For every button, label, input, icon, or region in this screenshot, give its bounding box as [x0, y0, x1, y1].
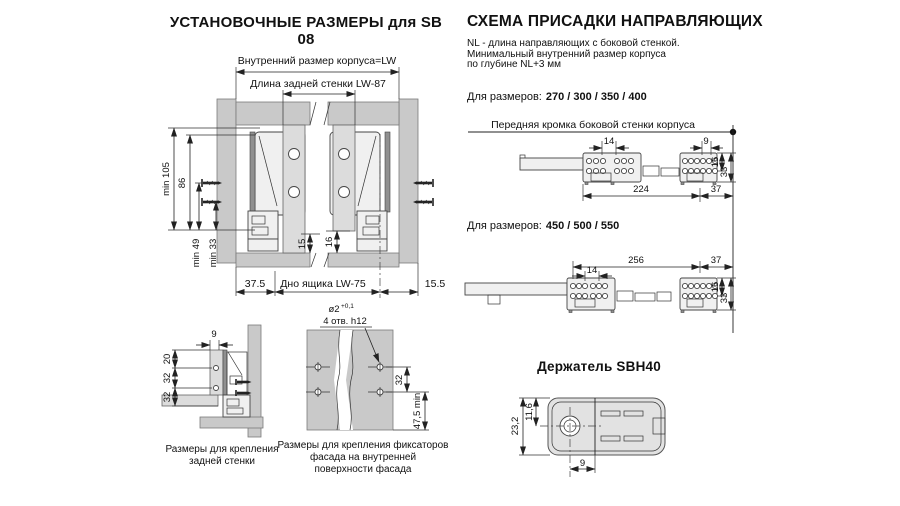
dim-bottom-row — [236, 263, 445, 296]
dim-label: 9 — [211, 329, 217, 340]
hole-tolerance: +0,1 — [341, 303, 354, 310]
cabinet-side-right — [399, 99, 418, 263]
caption-line2: фасада на внутренней — [309, 452, 417, 463]
dim-label: min 105 — [161, 162, 172, 196]
dim-label: min 33 — [208, 238, 219, 268]
bottom-rail — [200, 417, 263, 428]
dim-label: 15 — [297, 238, 308, 250]
rail-diagram-2 — [465, 255, 736, 313]
dim-label: 256 — [628, 255, 644, 266]
dim-9 — [570, 455, 595, 473]
dim-label: 32 — [162, 372, 173, 384]
holder-body — [540, 398, 665, 477]
caption-line3: поверхности фасада — [314, 464, 412, 475]
rail-diagram-1 — [520, 136, 736, 202]
holder-sbh40-diagram — [505, 385, 710, 490]
sizes-row-1 — [467, 91, 647, 103]
sizes-values-1: 270 / 300 / 350 / 400 — [545, 91, 647, 103]
dim-label: 37 — [710, 184, 722, 195]
rear-wall-right — [333, 125, 355, 231]
dim-label: Дно ящика LW-75 — [280, 278, 366, 290]
dim-label: Длина задней стенки LW-87 — [250, 78, 386, 90]
dim-label: 224 — [633, 184, 649, 195]
dim-label: 86 — [177, 177, 188, 189]
dim-9 — [196, 329, 233, 350]
dim-label: 9 — [703, 136, 709, 147]
caption-line1: Размеры для крепления фиксаторов — [277, 440, 449, 451]
dim-label: min 49 — [191, 238, 202, 268]
dim-label: Внутренний размер корпуса=LW — [237, 55, 397, 67]
dim-label: 14 — [603, 136, 615, 147]
drawer-bottom-board — [236, 253, 399, 267]
dim-min105 — [161, 128, 260, 230]
dim-label: 37.5 — [244, 278, 266, 290]
dim-label: 23,2 — [510, 416, 521, 436]
dim-label: 11,6 — [524, 403, 535, 421]
hole-diameter: ø2 — [328, 304, 340, 315]
holes-count: 4 отв. h12 — [323, 316, 367, 327]
right-section-title: СХЕМА ПРИСАДКИ НАПРАВЛЯЮЩИХ — [467, 13, 763, 30]
dim-label: 33 — [719, 166, 730, 178]
top-board — [236, 102, 399, 125]
sizes-label-1: Для размеров: — [467, 91, 542, 103]
dim-inner-width — [236, 55, 399, 99]
dim-label: 15.5 — [424, 278, 446, 290]
rail-drilling-diagrams — [465, 115, 760, 337]
left-section-title: УСТАНОВОЧНЫЕ РАЗМЕРЫ для SB 08 — [169, 14, 443, 48]
sizes-label-2: Для размеров: — [467, 220, 542, 232]
dim-label: 32 — [162, 391, 173, 403]
dim-label: 14 — [586, 265, 598, 276]
nl-note-line2: Минимальный внутренний размер корпуса — [467, 48, 666, 60]
dim-label: 20 — [162, 353, 173, 365]
dim-label: 16 — [710, 156, 721, 168]
main-installation-diagram — [160, 46, 460, 314]
caption-line1: Размеры для крепления — [165, 444, 279, 455]
dim-label: 16 — [710, 281, 721, 293]
back-wall-fixing-diagram — [160, 318, 290, 483]
dim-label: 37 — [710, 255, 722, 266]
nl-note-line1: NL - длина направляющих с боковой стенкой. — [467, 38, 680, 49]
front-edge-label: Передняя кромка боковой стенки корпуса — [491, 119, 695, 131]
dim-label: 33 — [719, 292, 730, 304]
holder-title: Держатель SBH40 — [537, 359, 661, 374]
cabinet-side-left — [217, 99, 236, 263]
nl-note — [467, 39, 680, 71]
sizes-values-2: 450 / 500 / 550 — [545, 220, 620, 232]
dim-label: 9 — [579, 458, 586, 469]
dim-11-6 — [524, 398, 536, 426]
dim-label: 16 — [324, 236, 335, 248]
nl-note-line3: по глубине NL+3 мм — [467, 59, 562, 70]
dim-label: 32 — [394, 374, 405, 386]
caption-line2: задней стенки — [189, 456, 255, 467]
dim-label: 47,5 min — [412, 392, 423, 430]
dim-16 — [324, 231, 350, 253]
facade-fixing-diagram — [277, 300, 449, 485]
